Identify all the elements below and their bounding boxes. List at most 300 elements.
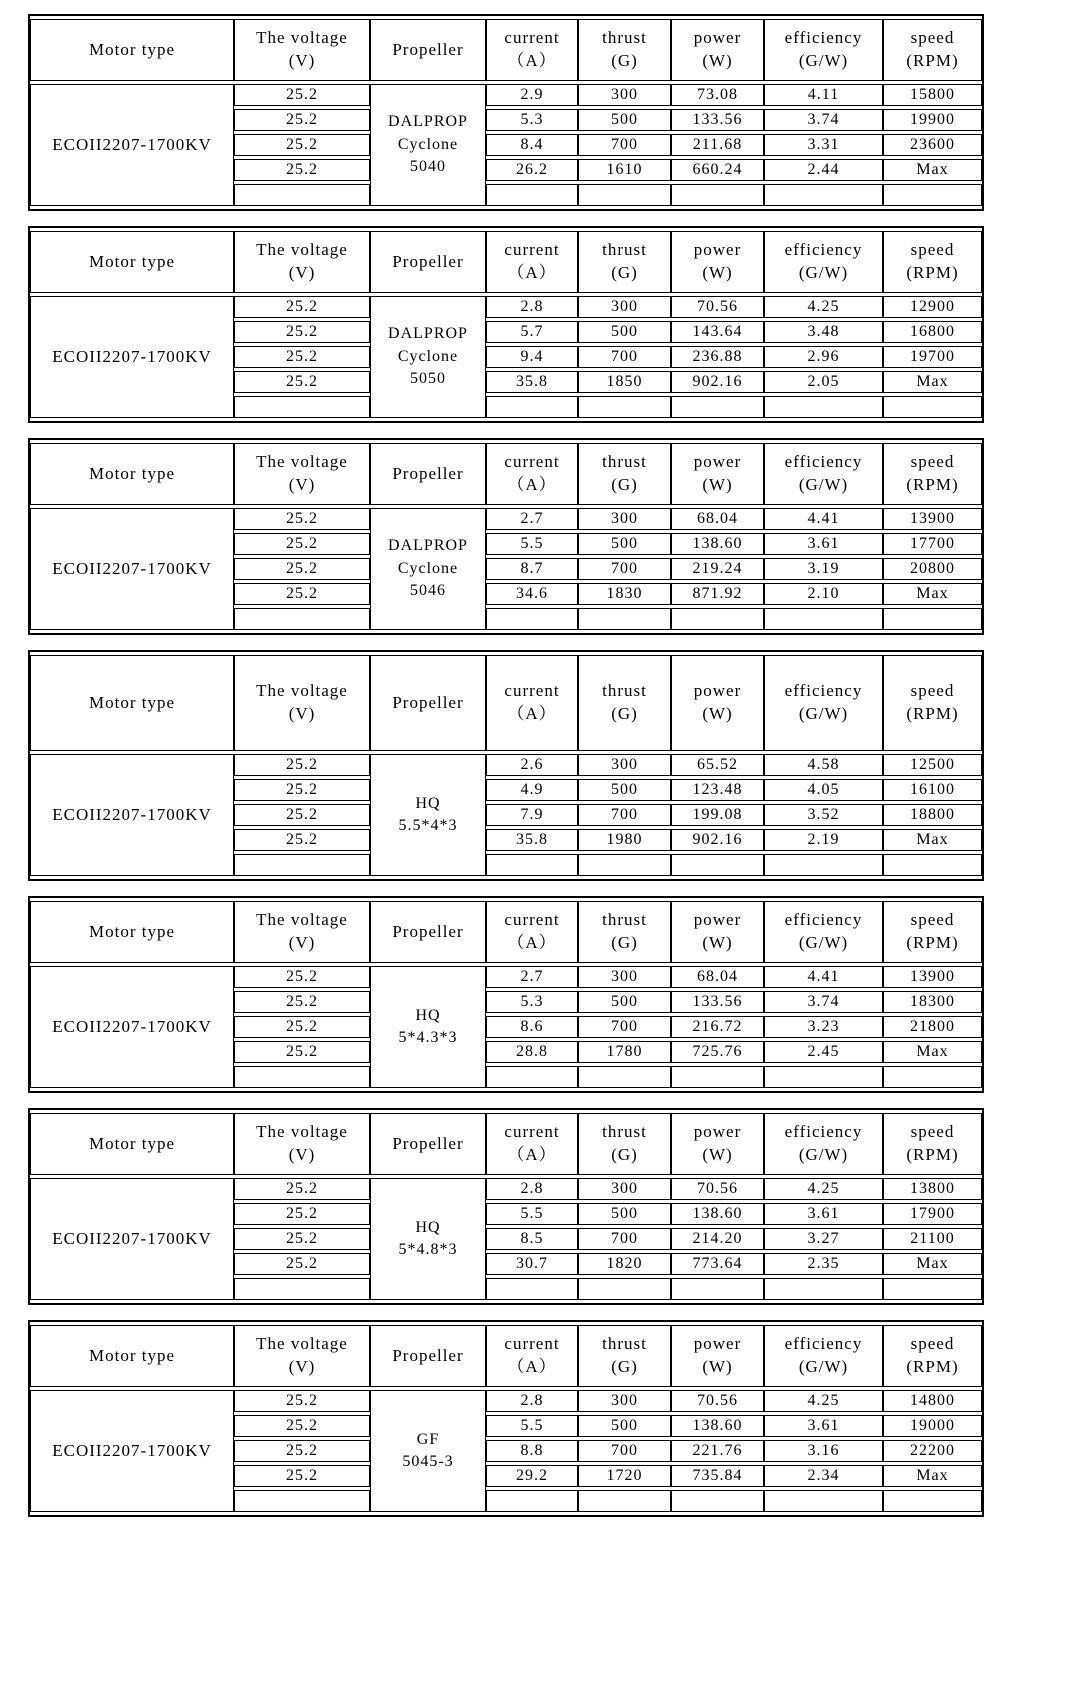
col-header-efficiency: efficiency (G/W) [764,1325,883,1387]
col-header-voltage: The voltage (V) [234,901,370,963]
speed-cell: 13900 [883,508,982,530]
data-row [30,508,982,530]
efficiency-cell: 2.45 [764,1041,883,1063]
efficiency-cell: 3.23 [764,1016,883,1038]
power-cell: 735.84 [671,1465,764,1487]
speed-cell: 12900 [883,296,982,318]
col-header-speed: speed (RPM) [883,901,982,963]
col-header-current: current （A） [486,1325,578,1387]
col-header-motor: Motor type [30,19,234,81]
col-header-motor: Motor type [30,1113,234,1175]
power-cell: 725.76 [671,1041,764,1063]
speed-cell: 16800 [883,321,982,343]
data-row [30,1390,982,1412]
speed-cell: Max [883,583,982,605]
data-row [30,966,982,988]
power-cell: 123.48 [671,779,764,801]
col-header-voltage: The voltage (V) [234,19,370,81]
empty-cell [578,854,671,876]
spec-table-2 [28,226,984,423]
voltage-cell: 25.2 [234,321,370,343]
propeller-line: 5045-3 [402,1453,454,1470]
efficiency-cell: 3.27 [764,1228,883,1250]
speed-cell: 18800 [883,804,982,826]
speed-cell: 15800 [883,84,982,106]
spec-table-1 [28,14,984,211]
power-cell: 211.68 [671,134,764,156]
propeller-line: DALPROP [388,537,468,555]
current-cell: 5.7 [486,321,578,343]
current-cell: 2.8 [486,1178,578,1200]
empty-cell [486,1066,578,1088]
col-header-voltage: The voltage (V) [234,655,370,751]
col-header-propeller: Propeller [370,655,486,751]
power-cell: 219.24 [671,558,764,580]
thrust-cell: 1610 [578,159,671,181]
col-header-thrust: thrust (G) [578,1325,671,1387]
header-row [30,443,982,505]
propeller-line: Cyclone [397,347,459,365]
col-header-motor: Motor type [30,901,234,963]
current-cell: 7.9 [486,804,578,826]
speed-cell: 22200 [883,1440,982,1462]
col-header-thrust: thrust (G) [578,901,671,963]
header-row [30,655,982,751]
col-header-efficiency: efficiency (G/W) [764,19,883,81]
current-cell: 2.7 [486,508,578,530]
voltage-cell: 25.2 [234,779,370,801]
col-header-speed: speed (RPM) [883,1113,982,1175]
empty-cell [486,396,578,418]
col-header-current: current （A） [486,19,578,81]
propeller-cell [370,508,486,630]
header-row [30,1113,982,1175]
power-cell: 660.24 [671,159,764,181]
propeller-line: 5040 [410,158,446,176]
power-cell: 70.56 [671,296,764,318]
speed-cell: 19000 [883,1415,982,1437]
empty-cell [234,608,370,630]
voltage-cell: 25.2 [234,991,370,1013]
speed-cell: 13900 [883,966,982,988]
voltage-cell: 25.2 [234,1390,370,1412]
current-cell: 5.5 [486,1415,578,1437]
current-cell: 2.9 [486,84,578,106]
voltage-cell: 25.2 [234,1041,370,1063]
efficiency-cell: 2.44 [764,159,883,181]
col-header-speed: speed (RPM) [883,655,982,751]
empty-cell [578,1490,671,1512]
col-header-propeller: Propeller [370,443,486,505]
voltage-cell: 25.2 [234,1178,370,1200]
current-cell: 5.3 [486,991,578,1013]
motor-type-cell: ECOII2207-1700KV [30,754,234,876]
spec-table-6 [28,1108,984,1305]
empty-cell [486,1278,578,1300]
empty-cell [671,608,764,630]
empty-cell [671,184,764,206]
thrust-cell: 300 [578,1178,671,1200]
voltage-cell: 25.2 [234,159,370,181]
empty-cell [234,1066,370,1088]
speed-cell: 17900 [883,1203,982,1225]
col-header-speed: speed (RPM) [883,231,982,293]
empty-cell [883,608,982,630]
propeller-cell [370,754,486,876]
speed-cell: 20800 [883,558,982,580]
speed-cell: 21100 [883,1228,982,1250]
current-cell: 30.7 [486,1253,578,1275]
col-header-propeller: Propeller [370,1113,486,1175]
speed-cell: Max [883,1465,982,1487]
thrust-cell: 700 [578,804,671,826]
thrust-cell: 700 [578,134,671,156]
current-cell: 2.8 [486,1390,578,1412]
empty-cell [234,1490,370,1512]
empty-cell [486,1490,578,1512]
thrust-cell: 700 [578,1228,671,1250]
speed-cell: 13800 [883,1178,982,1200]
efficiency-cell: 3.52 [764,804,883,826]
thrust-cell: 300 [578,1390,671,1412]
propeller-line: 5.5*4*3 [398,817,458,834]
efficiency-cell: 4.11 [764,84,883,106]
voltage-cell: 25.2 [234,134,370,156]
col-header-thrust: thrust (G) [578,443,671,505]
efficiency-cell: 3.61 [764,1203,883,1225]
propeller-line: 5*4.8*3 [398,1241,458,1258]
col-header-power: power (W) [671,19,764,81]
efficiency-cell: 4.25 [764,1390,883,1412]
efficiency-cell: 4.41 [764,966,883,988]
efficiency-cell: 2.05 [764,371,883,393]
thrust-cell: 300 [578,84,671,106]
thrust-cell: 300 [578,966,671,988]
thrust-cell: 300 [578,296,671,318]
data-row [30,1178,982,1200]
power-cell: 871.92 [671,583,764,605]
speed-cell: Max [883,159,982,181]
propeller-line: Cyclone [397,559,459,577]
thrust-cell: 500 [578,991,671,1013]
current-cell: 8.8 [486,1440,578,1462]
empty-cell [764,608,883,630]
propeller-cell [370,84,486,206]
voltage-cell: 25.2 [234,508,370,530]
col-header-power: power (W) [671,1325,764,1387]
col-header-current: current （A） [486,901,578,963]
current-cell: 2.8 [486,296,578,318]
efficiency-cell: 3.31 [764,134,883,156]
propeller-line: 5050 [410,370,446,388]
current-cell: 8.6 [486,1016,578,1038]
efficiency-cell: 4.41 [764,508,883,530]
current-cell: 8.4 [486,134,578,156]
efficiency-cell: 3.61 [764,1415,883,1437]
efficiency-cell: 2.34 [764,1465,883,1487]
voltage-cell: 25.2 [234,1203,370,1225]
current-cell: 5.3 [486,109,578,131]
thrust-cell: 500 [578,321,671,343]
propeller-line: HQ [415,1218,441,1236]
col-header-efficiency: efficiency (G/W) [764,1113,883,1175]
empty-cell [671,1278,764,1300]
thrust-cell: 700 [578,558,671,580]
current-cell: 2.6 [486,754,578,776]
empty-cell [671,854,764,876]
col-header-propeller: Propeller [370,901,486,963]
voltage-cell: 25.2 [234,583,370,605]
col-header-thrust: thrust (G) [578,655,671,751]
empty-cell [578,184,671,206]
efficiency-cell: 3.74 [764,109,883,131]
speed-cell: 21800 [883,1016,982,1038]
power-cell: 70.56 [671,1178,764,1200]
efficiency-cell: 2.19 [764,829,883,851]
thrust-cell: 300 [578,508,671,530]
current-cell: 2.7 [486,966,578,988]
thrust-cell: 500 [578,1415,671,1437]
empty-cell [883,184,982,206]
col-header-efficiency: efficiency (G/W) [764,231,883,293]
spec-table-3 [28,438,984,635]
voltage-cell: 25.2 [234,966,370,988]
col-header-power: power (W) [671,901,764,963]
col-header-power: power (W) [671,1113,764,1175]
empty-cell [671,1490,764,1512]
thrust-cell: 1780 [578,1041,671,1063]
empty-cell [234,396,370,418]
empty-cell [578,1066,671,1088]
voltage-cell: 25.2 [234,346,370,368]
header-row [30,19,982,81]
col-header-voltage: The voltage (V) [234,1325,370,1387]
current-cell: 34.6 [486,583,578,605]
empty-cell [486,854,578,876]
efficiency-cell: 4.25 [764,296,883,318]
power-cell: 236.88 [671,346,764,368]
spec-table-7 [28,1320,984,1517]
efficiency-cell: 3.16 [764,1440,883,1462]
motor-type-cell: ECOII2207-1700KV [30,966,234,1088]
voltage-cell: 25.2 [234,109,370,131]
propeller-line: GF [416,1430,440,1448]
current-cell: 8.7 [486,558,578,580]
current-cell: 29.2 [486,1465,578,1487]
propeller-cell [370,1178,486,1300]
power-cell: 221.76 [671,1440,764,1462]
power-cell: 138.60 [671,1415,764,1437]
thrust-cell: 1830 [578,583,671,605]
col-header-propeller: Propeller [370,231,486,293]
propeller-cell [370,1390,486,1512]
efficiency-cell: 4.58 [764,754,883,776]
col-header-motor: Motor type [30,1325,234,1387]
col-header-thrust: thrust (G) [578,1113,671,1175]
thrust-cell: 300 [578,754,671,776]
thrust-cell: 500 [578,779,671,801]
voltage-cell: 25.2 [234,533,370,555]
col-header-thrust: thrust (G) [578,19,671,81]
thrust-cell: 1850 [578,371,671,393]
efficiency-cell: 4.05 [764,779,883,801]
thrust-cell: 1980 [578,829,671,851]
empty-cell [486,184,578,206]
current-cell: 5.5 [486,1203,578,1225]
col-header-propeller: Propeller [370,1325,486,1387]
col-header-efficiency: efficiency (G/W) [764,901,883,963]
power-cell: 216.72 [671,1016,764,1038]
voltage-cell: 25.2 [234,84,370,106]
empty-cell [883,1278,982,1300]
voltage-cell: 25.2 [234,804,370,826]
col-header-propeller: Propeller [370,19,486,81]
voltage-cell: 25.2 [234,754,370,776]
power-cell: 68.04 [671,508,764,530]
power-cell: 65.52 [671,754,764,776]
propeller-cell [370,296,486,418]
voltage-cell: 25.2 [234,1253,370,1275]
power-cell: 68.04 [671,966,764,988]
current-cell: 4.9 [486,779,578,801]
header-row [30,1325,982,1387]
empty-cell [764,396,883,418]
col-header-speed: speed (RPM) [883,443,982,505]
empty-cell [764,1066,883,1088]
power-cell: 70.56 [671,1390,764,1412]
data-row [30,296,982,318]
speed-cell: Max [883,1253,982,1275]
col-header-current: current （A） [486,655,578,751]
thrust-cell: 700 [578,1440,671,1462]
empty-cell [578,1278,671,1300]
current-cell: 9.4 [486,346,578,368]
col-header-motor: Motor type [30,655,234,751]
current-cell: 35.8 [486,371,578,393]
empty-cell [234,184,370,206]
data-row [30,84,982,106]
motor-type-cell: ECOII2207-1700KV [30,508,234,630]
power-cell: 214.20 [671,1228,764,1250]
motor-type-cell: ECOII2207-1700KV [30,1390,234,1512]
spec-table-4 [28,650,984,881]
motor-type-cell: ECOII2207-1700KV [30,84,234,206]
empty-cell [883,854,982,876]
col-header-voltage: The voltage (V) [234,443,370,505]
power-cell: 902.16 [671,829,764,851]
speed-cell: 23600 [883,134,982,156]
header-row [30,901,982,963]
propeller-line: 5046 [410,582,446,600]
speed-cell: 16100 [883,779,982,801]
efficiency-cell: 3.19 [764,558,883,580]
voltage-cell: 25.2 [234,1440,370,1462]
empty-cell [486,608,578,630]
propeller-line: DALPROP [388,325,468,343]
empty-cell [671,396,764,418]
thrust-cell: 700 [578,1016,671,1038]
col-header-speed: speed (RPM) [883,1325,982,1387]
efficiency-cell: 2.96 [764,346,883,368]
col-header-current: current （A） [486,443,578,505]
efficiency-cell: 2.10 [764,583,883,605]
empty-cell [883,1066,982,1088]
col-header-efficiency: efficiency (G/W) [764,655,883,751]
empty-cell [764,184,883,206]
voltage-cell: 25.2 [234,371,370,393]
speed-cell: Max [883,829,982,851]
power-cell: 138.60 [671,533,764,555]
voltage-cell: 25.2 [234,1415,370,1437]
speed-cell: Max [883,1041,982,1063]
power-cell: 133.56 [671,109,764,131]
col-header-motor: Motor type [30,231,234,293]
power-cell: 199.08 [671,804,764,826]
data-row [30,754,982,776]
speed-cell: 18300 [883,991,982,1013]
empty-cell [578,608,671,630]
col-header-power: power (W) [671,231,764,293]
col-header-speed: speed (RPM) [883,19,982,81]
propeller-line: HQ [415,1006,441,1024]
voltage-cell: 25.2 [234,1228,370,1250]
empty-cell [764,1490,883,1512]
power-cell: 902.16 [671,371,764,393]
power-cell: 73.08 [671,84,764,106]
voltage-cell: 25.2 [234,1465,370,1487]
power-cell: 133.56 [671,991,764,1013]
speed-cell: Max [883,371,982,393]
voltage-cell: 25.2 [234,1016,370,1038]
empty-cell [234,1278,370,1300]
motor-type-cell: ECOII2207-1700KV [30,296,234,418]
empty-cell [764,854,883,876]
col-header-thrust: thrust (G) [578,231,671,293]
empty-cell [883,1490,982,1512]
spec-table-5 [28,896,984,1093]
col-header-power: power (W) [671,443,764,505]
thrust-cell: 1720 [578,1465,671,1487]
empty-cell [671,1066,764,1088]
efficiency-cell: 3.61 [764,533,883,555]
speed-cell: 17700 [883,533,982,555]
speed-cell: 19700 [883,346,982,368]
speed-cell: 19900 [883,109,982,131]
motor-type-cell: ECOII2207-1700KV [30,1178,234,1300]
thrust-cell: 1820 [578,1253,671,1275]
current-cell: 8.5 [486,1228,578,1250]
voltage-cell: 25.2 [234,558,370,580]
col-header-current: current （A） [486,231,578,293]
col-header-power: power (W) [671,655,764,751]
voltage-cell: 25.2 [234,296,370,318]
power-cell: 143.64 [671,321,764,343]
thrust-cell: 500 [578,109,671,131]
current-cell: 28.8 [486,1041,578,1063]
efficiency-cell: 3.48 [764,321,883,343]
efficiency-cell: 4.25 [764,1178,883,1200]
speed-cell: 12500 [883,754,982,776]
propeller-line: DALPROP [388,113,468,131]
header-row [30,231,982,293]
efficiency-cell: 2.35 [764,1253,883,1275]
col-header-current: current （A） [486,1113,578,1175]
thrust-cell: 700 [578,346,671,368]
col-header-voltage: The voltage (V) [234,231,370,293]
empty-cell [578,396,671,418]
current-cell: 5.5 [486,533,578,555]
power-cell: 138.60 [671,1203,764,1225]
